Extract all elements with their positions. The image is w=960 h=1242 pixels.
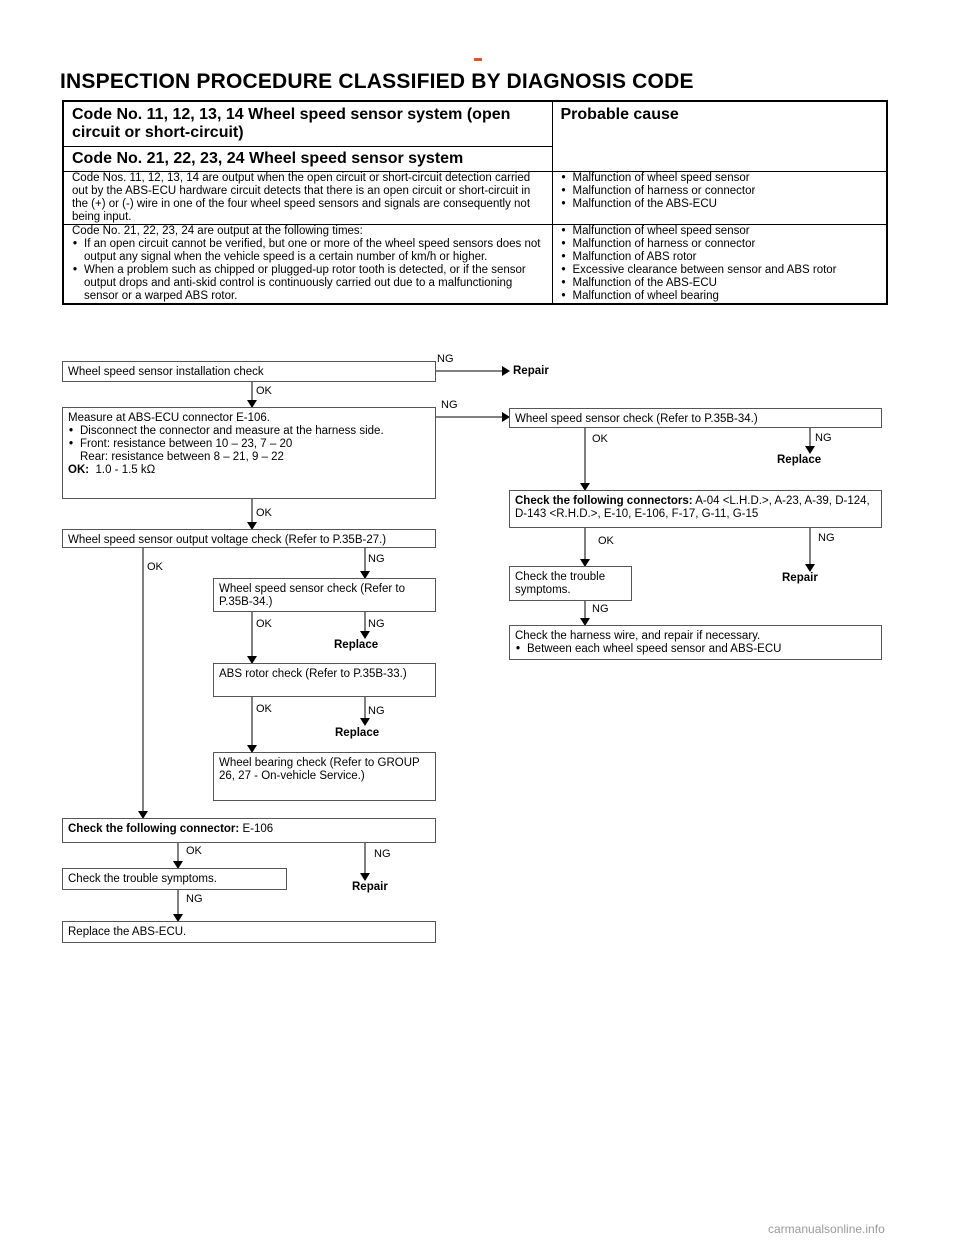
ok-spec-value: 1.0 - 1.5 kΩ — [95, 464, 156, 476]
installation-check-box: Wheel speed sensor installation check — [62, 361, 436, 382]
ok-spec-label: OK: — [68, 464, 90, 476]
ok-label: OK — [592, 433, 608, 445]
ok-label: OK — [147, 561, 163, 573]
row2-item: • When a problem such as chipped or plugged-up rotor tooth is detected, or if the sensor output drops and anti-skid control is continuously carried out due to a malfunctioning sensor or a warped ABS rotor. — [72, 264, 544, 303]
probable-cause-header: Probable cause — [552, 101, 887, 172]
repair-label: Repair — [782, 572, 818, 584]
row1-description: Code Nos. 11, 12, 13, 14 are output when the open circuit or short-circuit detection carried out by the ABS-ECU hardware circuit detects that there is an open circuit or short-circuit in the (+) or (-) wire in one of the four wheel speed sensors and signals are consequently not being input. — [63, 172, 552, 225]
connectors-list: A-04 <L.H.D.>, A-23, A-39, D-124, D-143 <R.H.D.>, E-10, E-106, F-17, G-11, G-15 — [515, 495, 870, 520]
ok-label: OK — [256, 507, 272, 519]
ng-label: NG — [437, 353, 454, 365]
sensor-check-right-box: Wheel speed sensor check (Refer to P.35B-34.) — [509, 408, 882, 428]
ng-label: NG — [186, 893, 203, 905]
ng-label: NG — [592, 603, 609, 615]
cause-item: • Malfunction of wheel bearing — [561, 290, 879, 303]
cause-item: • Malfunction of wheel speed sensor — [561, 225, 879, 238]
cause-item: • Malfunction of wheel speed sensor — [561, 172, 879, 185]
output-voltage-box: Wheel speed sensor output voltage check (Refer to P.35B-27.) — [62, 529, 436, 548]
cause-item: • Excessive clearance between sensor and ABS rotor — [561, 264, 879, 277]
connector-value: E-106 — [242, 823, 274, 835]
measure-item-line2: Rear: resistance between 8 – 21, 9 – 22 — [80, 451, 284, 463]
replace-label: Replace — [335, 727, 380, 739]
cause-item: • Malfunction of the ABS-ECU — [561, 277, 879, 290]
measure-item-line1: • Front: resistance between 10 – 23, 7 – 20 — [68, 438, 430, 451]
ng-label: NG — [368, 705, 385, 717]
repair-label: Repair — [352, 881, 388, 893]
connectors-check-box — [509, 490, 882, 528]
ng-label: NG — [441, 399, 458, 411]
connector-e106-box — [62, 818, 436, 843]
repair-label: Repair — [513, 365, 549, 377]
ok-label: OK — [186, 845, 202, 857]
replace-ecu-box: Replace the ABS-ECU. — [62, 921, 436, 943]
sensor-check-left-box: Wheel speed sensor check (Refer to P.35B-34.) — [213, 578, 436, 612]
ok-label: OK — [598, 535, 614, 547]
measure-ok-spec — [68, 464, 430, 477]
code-title-1: Code No. 11, 12, 13, 14 Wheel speed sensor system (open circuit or short-circuit) — [63, 101, 552, 147]
ok-label: OK — [256, 385, 272, 397]
ok-label: OK — [256, 618, 272, 630]
ng-label: NG — [368, 553, 385, 565]
cause-item: • Malfunction of harness or connector — [561, 238, 879, 251]
replace-label: Replace — [334, 639, 379, 651]
ng-label: NG — [374, 848, 391, 860]
connector-label: Check the following connector: — [68, 823, 240, 835]
harness-item: • Between each wheel speed sensor and ABS-ECU — [515, 643, 876, 656]
trouble-symptoms-right-box: Check the trouble symptoms. — [509, 566, 632, 601]
measure-connector-box — [62, 407, 436, 499]
cause-item: • Malfunction of harness or connector — [561, 185, 879, 198]
ng-label: NG — [368, 618, 385, 630]
measure-title: Measure at ABS-ECU connector E-106. — [68, 412, 270, 424]
harness-title: Check the harness wire, and repair if necessary. — [515, 630, 761, 642]
wheel-bearing-check-box: Wheel bearing check (Refer to GROUP 26, 27 - On-vehicle Service.) — [213, 752, 436, 801]
replace-label: Replace — [777, 454, 822, 466]
page-title: INSPECTION PROCEDURE CLASSIFIED BY DIAGNOSIS CODE — [60, 70, 694, 93]
abs-rotor-check-box: ABS rotor check (Refer to P.35B-33.) — [213, 663, 436, 697]
measure-item: • Disconnect the connector and measure at the harness side. — [68, 425, 430, 438]
connectors-label: Check the following connectors: — [515, 495, 693, 507]
cause-item: • Malfunction of ABS rotor — [561, 251, 879, 264]
ng-label: NG — [818, 532, 835, 544]
ng-label: NG — [815, 432, 832, 444]
row2-item: • If an open circuit cannot be verified, but one or more of the wheel speed sensors does not output any signal when the vehicle speed is a certain number of km/h or higher. — [72, 238, 544, 264]
row2-intro: Code No. 21, 22, 23, 24 are output at the following times: — [72, 225, 363, 237]
trouble-symptoms-left-box: Check the trouble symptoms. — [62, 868, 287, 890]
watermark-text: carmanualsonline.info — [768, 1222, 885, 1236]
harness-check-box — [509, 625, 882, 660]
code-title-2: Code No. 21, 22, 23, 24 Wheel speed sensor system — [63, 147, 552, 172]
cause-item: • Malfunction of the ABS-ECU — [561, 198, 879, 211]
ok-label: OK — [256, 703, 272, 715]
